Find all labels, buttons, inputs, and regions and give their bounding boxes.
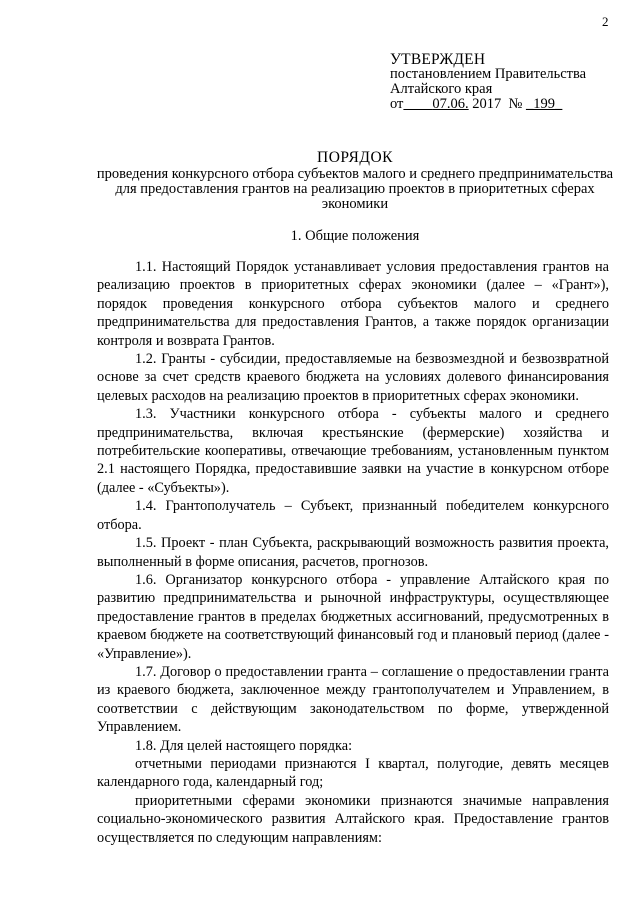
approval-date: 07.06. — [432, 96, 469, 112]
document-title — [90, 150, 620, 212]
paragraph-reporting-periods: отчетными периодами признаются I квартал, полугодие, девять месяцев календарного года, календарный год; — [97, 755, 609, 791]
paragraph-priority-spheres: приоритетными сферами экономики признаются значимые направления социально-экономического развития Алтайского края. Предоставление грантов осуществляется по следующим направлениям: — [97, 792, 609, 846]
paragraph-1-4: 1.4. Грантополучатель – Субъект, признанный победителем конкурсного отбора. — [97, 498, 609, 533]
paragraph-1-3: 1.3. Участники конкурсного отбора - субъекты малого и среднего предпринимательства, включая крестьянские (фермерские) хозяйства и потребительские кооперативы, отвечающие требованиям, установленным пунктом 2.1 настоящего Порядка, предоставившие заявки на участие в конкурсном отборе (далее - «Субъекты»). — [97, 406, 609, 496]
paragraph-1-2: 1.2. Гранты - субсидии, предоставляемые на безвозмездной и безвозвратной основе за счет средств краевого бюджета на условиях долевого финансирования целевых расходов на реализацию проектов в приоритетных сферах экономики. — [97, 351, 609, 404]
approval-title: УТВЕРЖДЕН — [390, 51, 486, 68]
approval-date-line — [390, 97, 630, 112]
approval-line-1: постановлением Правительства — [390, 66, 587, 82]
page-number: 2 — [602, 14, 609, 29]
paragraph-1-6: 1.6. Организатор конкурсного отбора - управление Алтайского края по развитию предпринимательства и рыночной инфраструктуры, осуществляющее предоставление грантов в пределах бюджетных ассигнований, предусмотренных в краевом бюджете на соответствующий финансовый год и плановый период (далее - «Управление»). — [97, 571, 609, 662]
document-title-subtitle: проведения конкурсного отбора субъектов малого и среднего предпринимательства для предоставления грантов на реализацию проектов в приоритетных сферах экономики — [96, 166, 614, 212]
paragraph-1-5: 1.5. Проект - план Субъекта, раскрывающий возможность развития проекта, выполненный в форме описания, расчетов, прогнозов. — [97, 535, 609, 570]
body-text — [97, 258, 609, 847]
section-heading: 1. Общие положения — [290, 228, 420, 244]
paragraph-1-1: 1.1. Настоящий Порядок устанавливает условия предоставления грантов на реализацию проектов в приоритетных сферах экономики (далее – «Грант»), порядок проведения конкурсного отбора субъектов малого и среднего предпринимательства для предоставления Грантов, а также порядок организации контроля и возврата Грантов. — [97, 259, 609, 349]
approval-year: 2017 № — [468, 96, 523, 112]
approval-number: _199_ — [526, 96, 563, 112]
document-title-main: ПОРЯДОК — [317, 149, 393, 166]
approval-blank — [403, 96, 432, 112]
approval-block — [390, 52, 630, 112]
paragraph-1-7: 1.7. Договор о предоставлении гранта – соглашение о предоставлении гранта из краевого бюджета, заключенное между грантополучателем и Управлением, в соответствии с действующим законодательством по форме, утвержденной Управлением. — [97, 663, 609, 736]
approval-prefix: от — [390, 96, 404, 112]
paragraph-1-8: 1.8. Для целей настоящего порядка: — [135, 737, 353, 754]
approval-line-2: Алтайского края — [390, 81, 493, 97]
